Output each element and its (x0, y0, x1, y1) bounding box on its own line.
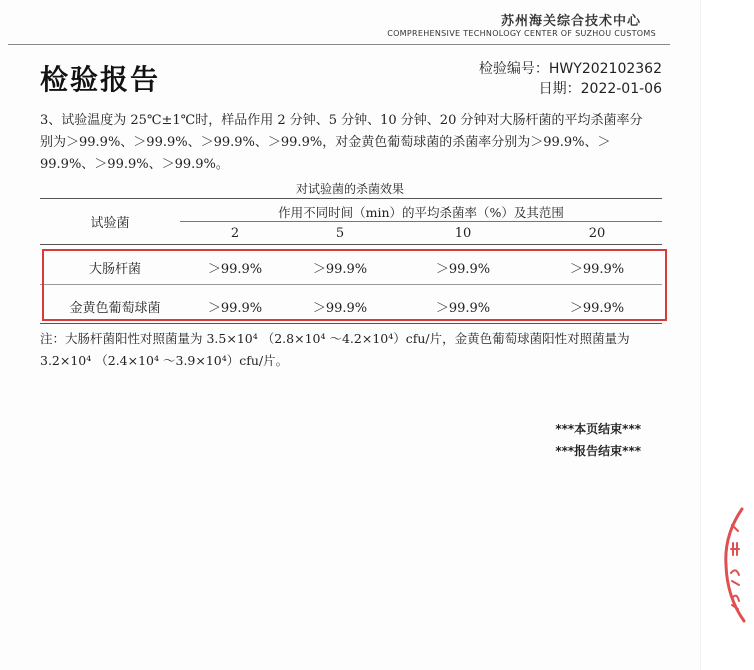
row-organism-staph: 金黄色葡萄球菌 (69, 301, 161, 316)
column-header-time: 2 (230, 226, 240, 241)
end-of-page-marker: ***本页结束*** (555, 422, 641, 436)
result-paragraph: 3、试验温度为 25℃±1℃时，样品作用 2 分钟、5 分钟、10 分钟、20 分钟对大肠杆菌的平均杀菌率分别为＞99.9%、＞99.9%、＞99.9%、＞99.9%，对金黄色葡萄球菌的杀菌率分别为＞99.9%、＞99.9%、＞99.9%、＞99.9%。 (40, 113, 643, 172)
table-cell: ＞99.9% (435, 301, 491, 316)
table-note: 注：大肠杆菌阳性对照菌量为 3.5×10⁴ （2.8×10⁴ ～4.2×10⁴）cfu/片，金黄色葡萄球菌阳性对照菌量为 3.2×10⁴ （2.4×10⁴ ～3.9×10⁴）cfu/片。 (40, 331, 630, 368)
highlight-box (42, 249, 667, 321)
column-header-group: 作用不同时间（min）的平均杀菌率（%）及其范围 (278, 205, 564, 220)
table-cell: ＞99.9% (569, 262, 625, 277)
report-number: 检验编号：HWY202102362 (478, 61, 662, 77)
table-subheader-rule (180, 221, 662, 222)
table-bottom-rule (40, 323, 662, 324)
row-organism-ecoli: 大肠杆菌 (88, 262, 141, 277)
table-cell: ＞99.9% (312, 301, 368, 316)
end-of-report-marker: ***报告结束*** (555, 444, 641, 458)
table-cell: ＞99.9% (312, 262, 368, 277)
organization-name-en: COMPREHENSIVE TECHNOLOGY CENTER OF SUZHOU CUSTOMS (387, 29, 656, 38)
table-cell: ＞99.9% (435, 262, 491, 277)
header-divider (8, 44, 670, 45)
column-header-time: 20 (588, 226, 606, 241)
table-header-rule (40, 244, 662, 245)
column-header-time: 5 (335, 226, 345, 241)
table-top-rule (40, 198, 662, 199)
table-cell: ＞99.9% (569, 301, 625, 316)
column-header-time: 10 (454, 226, 472, 241)
report-title: 检验报告 (40, 63, 161, 96)
table-cell: ＞99.9% (207, 262, 263, 277)
partial-seal-stamp-icon (718, 505, 748, 625)
report-date: 日期：2022-01-06 (538, 81, 662, 97)
table-caption: 对试验菌的杀菌效果 (295, 182, 404, 196)
table-cell: ＞99.9% (207, 301, 263, 316)
organization-name-cn: 苏州海关综合技术中心 (500, 14, 641, 29)
column-header-organism: 试验菌 (90, 216, 130, 231)
